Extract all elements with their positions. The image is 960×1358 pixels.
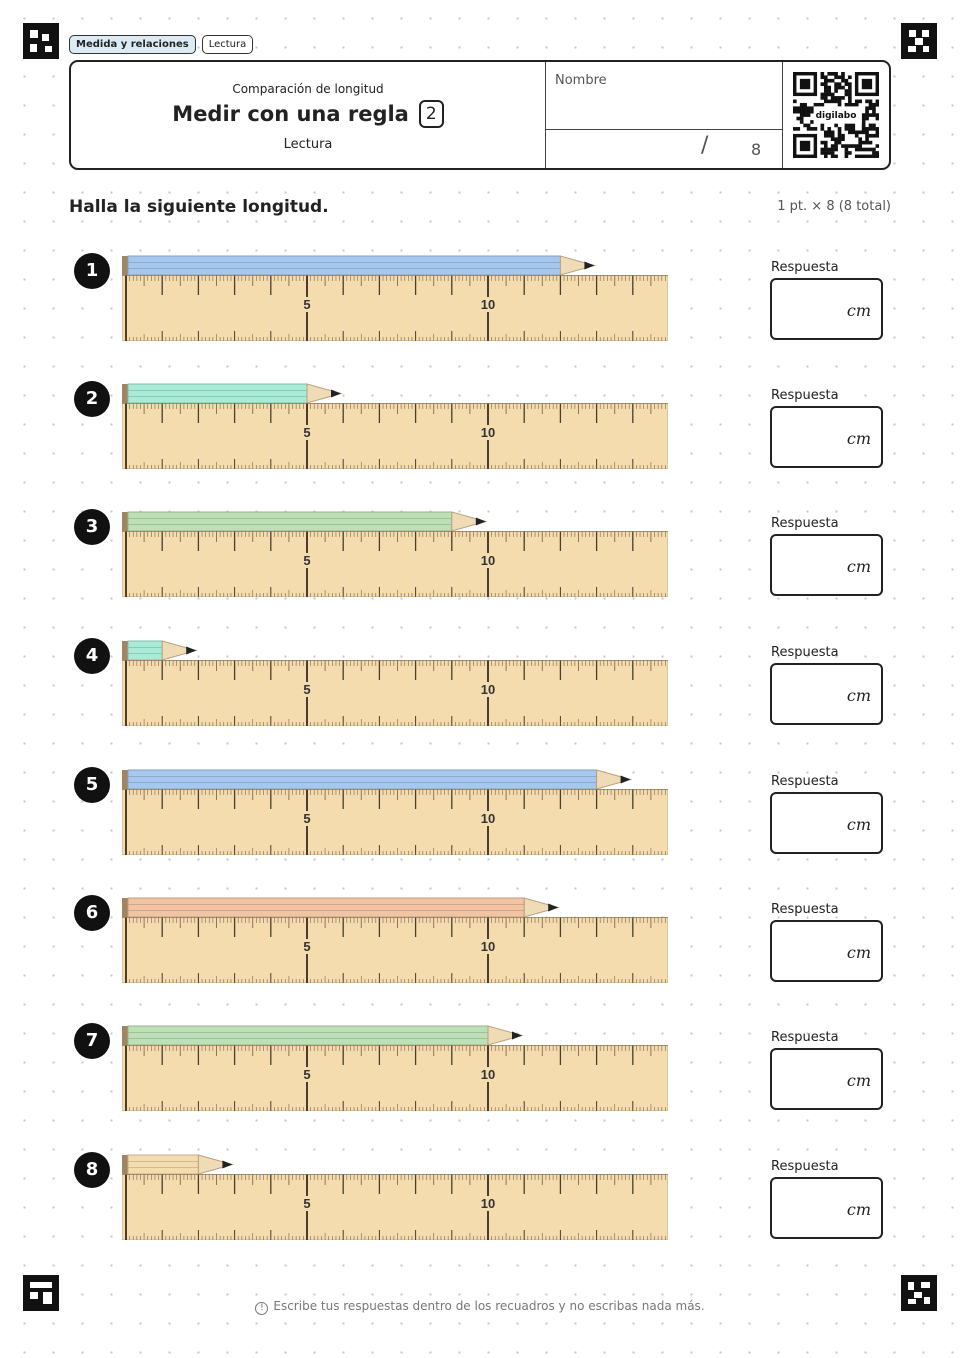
ruler — [122, 1045, 668, 1111]
ruler-label-10: 10 — [480, 297, 496, 312]
ruler-label-10: 10 — [480, 425, 496, 440]
pencil — [122, 1152, 238, 1176]
pencil — [122, 381, 347, 405]
page-title-text: Medir con una regla — [172, 102, 409, 126]
problem-item — [0, 895, 960, 995]
answer-unit: cm — [846, 557, 871, 576]
points-info: 1 pt. × 8 (8 total) — [777, 199, 891, 214]
pencil — [122, 895, 564, 919]
qr-label: digilabo — [815, 111, 857, 121]
answer-box[interactable] — [770, 792, 883, 854]
answer-unit: cm — [846, 686, 871, 705]
answer-label: Respuesta — [771, 645, 839, 660]
problem-number: 8 — [74, 1152, 110, 1188]
ruler-label-5: 5 — [303, 297, 311, 312]
answer-unit: cm — [846, 301, 871, 320]
answer-box[interactable] — [770, 278, 883, 340]
corner-marker-top-right — [901, 23, 937, 59]
problem-item — [0, 1152, 960, 1252]
problem-item — [0, 381, 960, 481]
name-divider — [546, 129, 782, 130]
corner-marker-top-left — [23, 23, 59, 59]
ruler-label-10: 10 — [480, 811, 496, 826]
ruler-label-5: 5 — [303, 425, 311, 440]
worksheet-header — [69, 60, 891, 170]
ruler-label-10: 10 — [480, 682, 496, 697]
ruler — [122, 660, 668, 726]
pencil — [122, 509, 492, 533]
name-label: Nombre — [555, 73, 607, 88]
footer-text: Escribe tus respuestas dentro de los recuadros y no escribas nada más. — [273, 1299, 705, 1313]
instruction: Halla la siguiente longitud. — [69, 197, 329, 217]
answer-label: Respuesta — [771, 1159, 839, 1174]
problem-item — [0, 1023, 960, 1123]
answer-label: Respuesta — [771, 516, 839, 531]
answer-unit: cm — [846, 1200, 871, 1219]
problem-item — [0, 767, 960, 867]
answer-label: Respuesta — [771, 902, 839, 917]
problem-number: 6 — [74, 895, 110, 931]
info-icon: ! — [255, 1302, 268, 1315]
pencil — [122, 767, 637, 791]
header-category: Lectura — [283, 137, 333, 152]
ruler-label-5: 5 — [303, 811, 311, 826]
answer-unit: cm — [846, 429, 871, 448]
ruler-label-5: 5 — [303, 1067, 311, 1082]
footer-note — [0, 1299, 960, 1315]
answer-box[interactable] — [770, 920, 883, 982]
ruler-label-10: 10 — [480, 553, 496, 568]
answer-unit: cm — [846, 1071, 871, 1090]
problem-item — [0, 509, 960, 609]
ruler-label-10: 10 — [480, 1067, 496, 1082]
problem-item — [0, 253, 960, 353]
answer-box[interactable] — [770, 1177, 883, 1239]
answer-box[interactable] — [770, 534, 883, 596]
answer-box[interactable] — [770, 663, 883, 725]
name-score-area — [545, 62, 783, 168]
ruler — [122, 1174, 668, 1240]
answer-label: Respuesta — [771, 1030, 839, 1045]
problem-item — [0, 638, 960, 738]
header-subtitle: Comparación de longitud — [232, 82, 384, 96]
answer-label: Respuesta — [771, 774, 839, 789]
score-slash: / — [701, 133, 709, 158]
ruler — [122, 275, 668, 341]
problem-number: 1 — [74, 253, 110, 289]
answer-unit: cm — [846, 943, 871, 962]
ruler — [122, 789, 668, 855]
ruler-label-5: 5 — [303, 553, 311, 568]
problem-number: 3 — [74, 509, 110, 545]
score-total: 8 — [751, 140, 762, 159]
ruler-label-5: 5 — [303, 1196, 311, 1211]
header-title-area — [71, 62, 545, 168]
pencil — [122, 638, 202, 662]
worksheet-number: 2 — [419, 100, 444, 128]
answer-box[interactable] — [770, 1048, 883, 1110]
tag-type: Lectura — [202, 35, 254, 54]
answer-box[interactable] — [770, 406, 883, 468]
ruler-label-10: 10 — [480, 939, 496, 954]
qr-code — [793, 72, 879, 158]
ruler-label-5: 5 — [303, 939, 311, 954]
tag-list — [69, 35, 253, 54]
ruler — [122, 403, 668, 469]
problem-number: 4 — [74, 638, 110, 674]
answer-unit: cm — [846, 815, 871, 834]
pencil — [122, 1023, 528, 1047]
pencil — [122, 253, 600, 277]
ruler-label-10: 10 — [480, 1196, 496, 1211]
page-title — [71, 100, 545, 128]
problem-number: 2 — [74, 381, 110, 417]
answer-label: Respuesta — [771, 388, 839, 403]
problem-number: 7 — [74, 1023, 110, 1059]
problem-number: 5 — [74, 767, 110, 803]
ruler-label-5: 5 — [303, 682, 311, 697]
ruler — [122, 531, 668, 597]
ruler — [122, 917, 668, 983]
tag-category: Medida y relaciones — [69, 35, 196, 54]
answer-label: Respuesta — [771, 260, 839, 275]
